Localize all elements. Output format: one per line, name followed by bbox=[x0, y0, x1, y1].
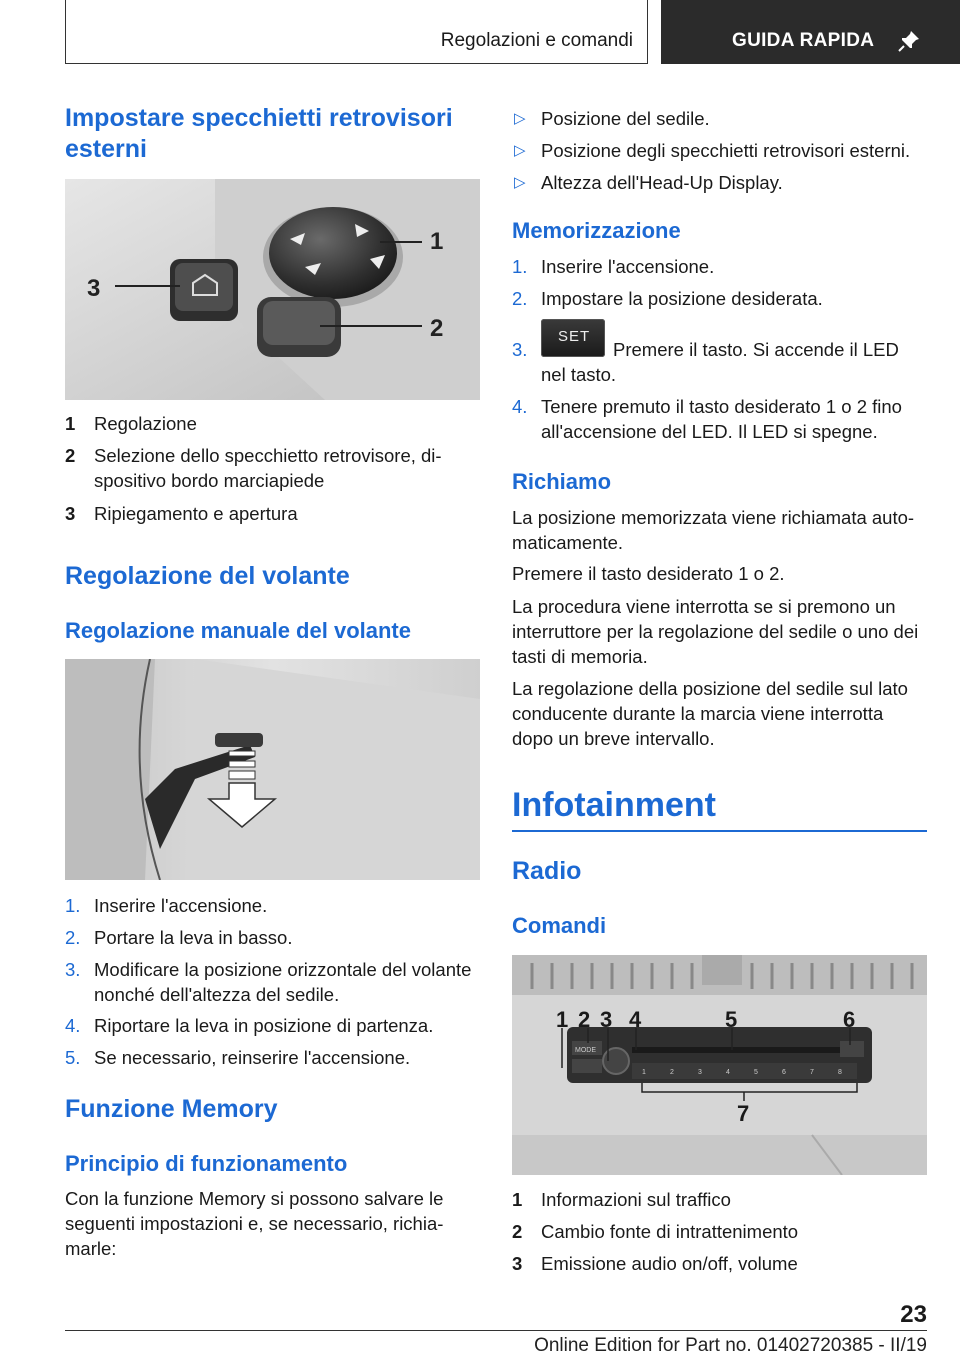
svg-text:2: 2 bbox=[578, 1007, 591, 1032]
svg-text:5: 5 bbox=[754, 1069, 758, 1076]
storing-title: Memorizzazione bbox=[512, 218, 681, 243]
svg-text:6: 6 bbox=[843, 1007, 856, 1032]
svg-text:8: 8 bbox=[838, 1069, 842, 1076]
steering-subtitle: Regolazione manuale del volante bbox=[65, 618, 411, 643]
memory-title: Funzione Memory bbox=[65, 1095, 278, 1123]
footer-rule bbox=[65, 1330, 927, 1331]
radio-title: Radio bbox=[512, 857, 582, 885]
page-number: 23 bbox=[900, 1301, 927, 1328]
svg-text:1: 1 bbox=[642, 1069, 646, 1076]
header-section-title: Regolazioni e comandi bbox=[440, 30, 633, 51]
header-chapter-tab[interactable] bbox=[661, 0, 960, 64]
memory-subtitle: Principio di funzionamento bbox=[65, 1151, 348, 1176]
svg-text:2: 2 bbox=[670, 1069, 674, 1076]
mirror-label-3: 3 bbox=[87, 275, 101, 302]
svg-text:3: 3 bbox=[600, 1007, 613, 1032]
svg-text:1: 1 bbox=[556, 1007, 569, 1032]
memory-intro: Con la funzione Memory si possono salvare le seguenti impostazioni e, se necessario, richia-marle: bbox=[65, 1188, 444, 1259]
radio-controls-image bbox=[512, 955, 927, 1175]
mirror-controls-image bbox=[65, 179, 480, 400]
svg-text:5: 5 bbox=[725, 1007, 738, 1032]
set-button-icon: SET bbox=[541, 319, 605, 357]
header-chapter-title: GUIDA RAPIDA bbox=[732, 30, 875, 51]
pin-icon bbox=[897, 29, 921, 53]
mirror-label-1: 1 bbox=[430, 228, 444, 255]
svg-text:3: 3 bbox=[698, 1069, 702, 1076]
list-item-text: Premere il tasto. Si accende il LED nel tasto. bbox=[541, 339, 899, 385]
svg-text:7: 7 bbox=[737, 1101, 750, 1126]
svg-text:6: 6 bbox=[782, 1069, 786, 1076]
svg-text:MODE: MODE bbox=[575, 1047, 596, 1054]
recall-paragraph: La posizione memorizzata viene richiamata auto-maticamente. bbox=[512, 507, 915, 553]
mirrors-title: Impostare specchietti retrovisori esterni bbox=[65, 104, 453, 163]
svg-text:4: 4 bbox=[726, 1069, 730, 1076]
infotainment-title: Infotainment bbox=[512, 786, 716, 824]
footer-edition: Online Edition for Part no. 01402720385 - II/19 bbox=[534, 1335, 927, 1356]
mirror-label-2: 2 bbox=[430, 315, 444, 342]
infotainment-rule bbox=[512, 830, 927, 832]
controls-title: Comandi bbox=[512, 913, 607, 938]
recall-paragraph: La procedura viene interrotta se si premono un interruttore per la regolazione del sedile o uno dei tasti di memoria. bbox=[512, 596, 919, 667]
svg-text:7: 7 bbox=[810, 1069, 814, 1076]
recall-paragraph: Premere il tasto desiderato 1 o 2. bbox=[512, 563, 785, 584]
recall-paragraph: La regolazione della posizione del sedile sul lato conducente durante la marcia viene interrotta dopo un breve intervallo. bbox=[512, 678, 908, 749]
svg-text:4: 4 bbox=[629, 1007, 642, 1032]
recall-title: Richiamo bbox=[512, 469, 612, 494]
steering-lever-image bbox=[65, 659, 480, 880]
header-section-box bbox=[65, 0, 648, 64]
steering-title: Regolazione del volante bbox=[65, 562, 350, 590]
